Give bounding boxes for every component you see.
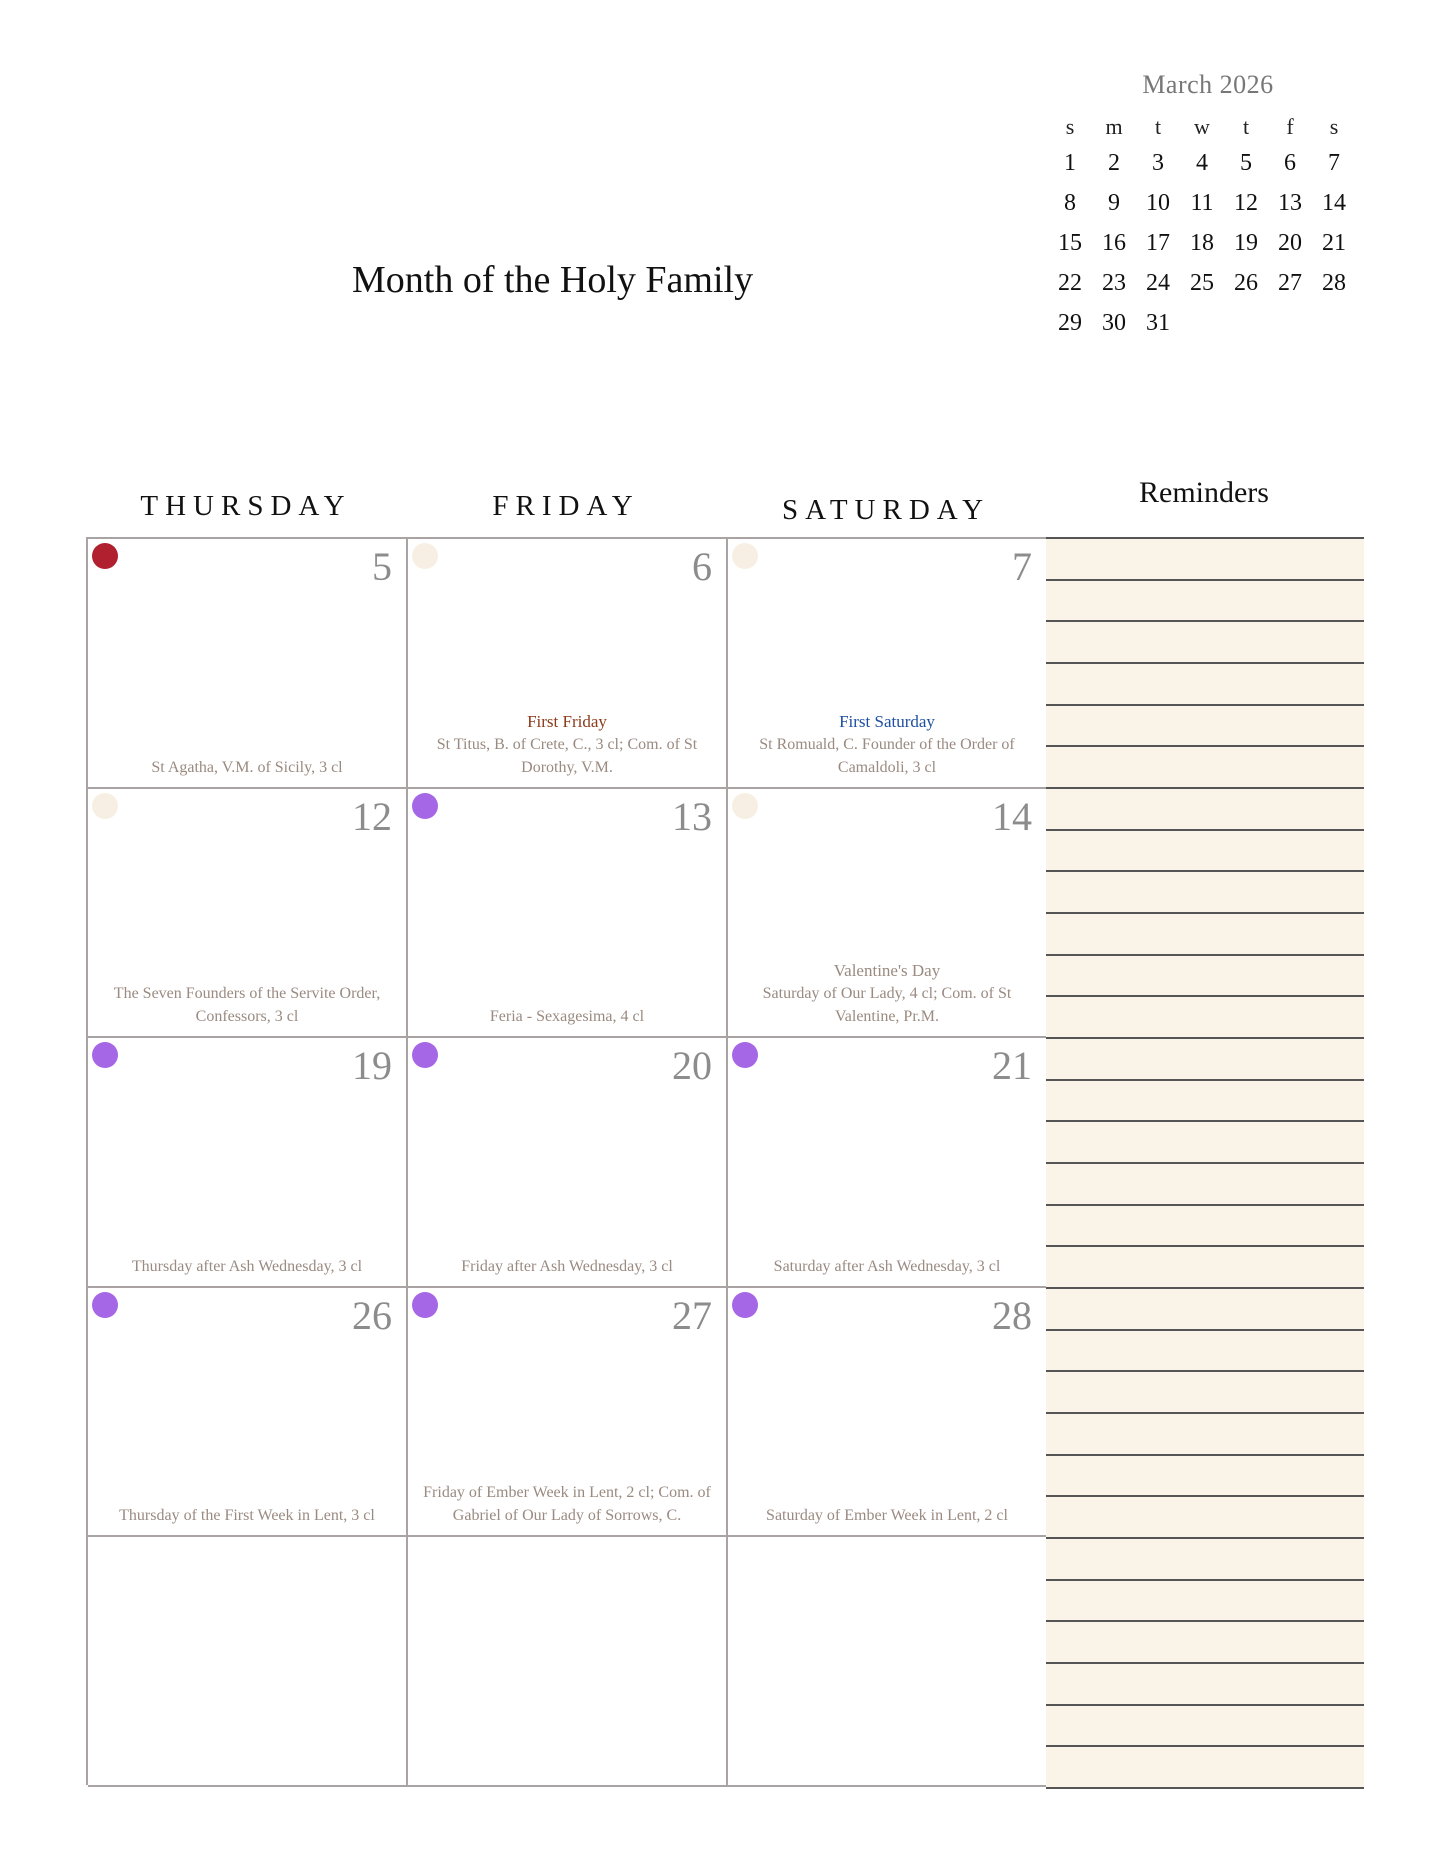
calendar-day-cell[interactable]: [408, 1288, 728, 1538]
day-feast-text: Saturday after Ash Wednesday, 3 cl: [773, 1257, 1001, 1275]
day-notes: [92, 1255, 402, 1278]
mini-calendar-day: 7: [1328, 150, 1340, 176]
day-notes: [92, 982, 402, 1028]
day-number: 19: [352, 1043, 392, 1089]
mini-calendar-day: 15: [1058, 230, 1082, 256]
reminder-line: [1046, 1787, 1364, 1789]
reminder-line: [1046, 1120, 1364, 1122]
mini-calendar-day: 28: [1322, 270, 1346, 296]
day-number: 20: [672, 1043, 712, 1089]
day-special-label: First Friday: [527, 711, 607, 731]
reminder-line: [1046, 1495, 1364, 1497]
reminder-line: [1046, 1037, 1364, 1039]
calendar-day-cell[interactable]: [408, 789, 728, 1039]
calendar-day-cell[interactable]: [408, 539, 728, 789]
day-notes: [412, 710, 722, 779]
mini-calendar-day: 4: [1196, 150, 1208, 176]
mini-calendar-day: 2: [1108, 150, 1120, 176]
weekday-header-saturday: SATURDAY: [781, 494, 991, 526]
mini-calendar-day: 31: [1146, 310, 1170, 336]
day-special-label: Valentine's Day: [833, 961, 941, 981]
day-notes: [92, 1504, 402, 1527]
mini-calendar-day: [1268, 310, 1312, 340]
day-number: 26: [352, 1292, 392, 1338]
reminders-title: Reminders: [1139, 476, 1269, 509]
mini-calendar-day: 6: [1284, 150, 1296, 176]
reminder-line: [1046, 1537, 1364, 1539]
day-number: 13: [672, 793, 712, 839]
calendar-day-cell[interactable]: [88, 1288, 408, 1538]
reminder-line: [1046, 787, 1364, 789]
reminder-line: [1046, 1745, 1364, 1747]
liturgical-color-dot: [412, 1292, 438, 1318]
reminder-line: [1046, 1245, 1364, 1247]
reminder-line: [1046, 912, 1364, 914]
day-feast-text: St Romuald, C. Founder of the Order of Camaldoli, 3 cl: [759, 735, 1015, 776]
reminder-line: [1046, 1620, 1364, 1622]
reminder-line: [1046, 662, 1364, 664]
reminder-line: [1046, 829, 1364, 831]
mini-calendar-day: 3: [1152, 150, 1164, 176]
calendar-day-cell[interactable]: [88, 539, 408, 789]
reminder-line: [1046, 1370, 1364, 1372]
day-feast-text: St Agatha, V.M. of Sicily, 3 cl: [151, 758, 343, 776]
mini-calendar-weekday: w: [1194, 114, 1210, 139]
day-feast-text: Friday of Ember Week in Lent, 2 cl; Com. of Gabriel of Our Lady of Sorrows, C.: [423, 1484, 711, 1525]
liturgical-color-dot: [412, 793, 438, 819]
day-number: 14: [992, 793, 1032, 839]
calendar-day-cell[interactable]: [408, 1537, 728, 1787]
day-feast-text: St Titus, B. of Crete, C., 3 cl; Com. of St Dorothy, V.M.: [436, 735, 698, 776]
mini-calendar-day: 25: [1190, 270, 1214, 296]
mini-calendar-weekday: m: [1105, 114, 1123, 139]
mini-calendar-day: 22: [1058, 270, 1082, 296]
calendar-day-cell[interactable]: [88, 1038, 408, 1288]
reminders-panel[interactable]: [1046, 537, 1364, 1789]
calendar-day-cell[interactable]: [728, 1537, 1048, 1787]
mini-calendar-day: 24: [1146, 270, 1170, 296]
reminder-line: [1046, 1329, 1364, 1331]
day-feast-text: Feria - Sexagesima, 4 cl: [489, 1008, 645, 1026]
mini-calendar-day: 17: [1146, 230, 1170, 256]
day-number: 28: [992, 1292, 1032, 1338]
mini-calendar-weekday: f: [1286, 114, 1294, 139]
month-title: Month of the Holy Family: [352, 259, 754, 301]
calendar-day-cell[interactable]: [88, 789, 408, 1039]
mini-calendar: [1048, 70, 1368, 340]
reminder-line: [1046, 1454, 1364, 1456]
reminder-line: [1046, 1162, 1364, 1164]
mini-calendar-day: [1312, 310, 1356, 340]
day-number: 5: [372, 544, 392, 589]
reminder-line: [1046, 579, 1364, 581]
weekday-header-friday: FRIDAY: [492, 490, 640, 522]
liturgical-color-dot: [732, 543, 758, 569]
reminder-line: [1046, 870, 1364, 872]
reminder-line: [1046, 995, 1364, 997]
mini-calendar-day: 16: [1102, 230, 1126, 256]
reminder-line: [1046, 1287, 1364, 1289]
liturgical-color-dot: [412, 1042, 438, 1068]
calendar-day-cell[interactable]: [728, 1038, 1048, 1288]
day-notes: [412, 1481, 722, 1527]
mini-calendar-title: March 2026: [1142, 70, 1274, 99]
mini-calendar-grid: [1048, 114, 1368, 340]
liturgical-color-dot: [732, 1292, 758, 1318]
mini-calendar-day: 20: [1278, 230, 1302, 256]
weekday-header-thursday: THURSDAY: [140, 490, 352, 522]
calendar-day-cell[interactable]: [728, 789, 1048, 1039]
calendar-day-cell[interactable]: [88, 1537, 408, 1787]
liturgical-color-dot: [732, 793, 758, 819]
mini-calendar-day: 10: [1146, 190, 1170, 216]
liturgical-color-dot: [92, 1042, 118, 1068]
mini-calendar-day: 29: [1058, 310, 1082, 336]
mini-calendar-weekday: t: [1154, 114, 1162, 139]
day-notes: [412, 1005, 722, 1028]
day-notes: [92, 756, 402, 779]
calendar-day-cell[interactable]: [728, 1288, 1048, 1538]
mini-calendar-day: 9: [1108, 190, 1120, 216]
mini-calendar-day: 8: [1064, 190, 1076, 216]
reminder-line: [1046, 1079, 1364, 1081]
mini-calendar-weekday: t: [1242, 114, 1250, 139]
mini-calendar-day: 13: [1278, 190, 1302, 216]
day-number: 6: [692, 544, 712, 589]
reminder-line: [1046, 704, 1364, 706]
day-feast-text: Saturday of Our Lady, 4 cl; Com. of St Valentine, Pr.M.: [762, 985, 1012, 1026]
mini-calendar-day: 19: [1234, 230, 1258, 256]
liturgical-color-dot: [92, 793, 118, 819]
mini-calendar-day: 14: [1322, 190, 1346, 216]
day-number: 21: [992, 1043, 1032, 1089]
reminder-line: [1046, 620, 1364, 622]
day-feast-text: Friday after Ash Wednesday, 3 cl: [461, 1257, 673, 1275]
day-number: 27: [672, 1292, 712, 1338]
mini-calendar-day: [1180, 310, 1224, 340]
day-notes: [732, 1255, 1042, 1278]
reminder-line: [1046, 1704, 1364, 1706]
liturgical-color-dot: [92, 1292, 118, 1318]
day-number: 7: [1012, 544, 1032, 589]
mini-calendar-day: 12: [1234, 190, 1258, 216]
mini-calendar-day: 23: [1102, 270, 1126, 296]
reminder-line: [1046, 1412, 1364, 1414]
mini-calendar-day: 11: [1190, 190, 1214, 216]
day-notes: [732, 710, 1042, 779]
mini-calendar-day: 5: [1240, 150, 1252, 176]
calendar-grid: [86, 537, 1046, 1785]
day-notes: [732, 959, 1042, 1028]
day-number: 12: [352, 793, 392, 839]
mini-calendar-day: 26: [1234, 270, 1258, 296]
mini-calendar-day: 18: [1190, 230, 1214, 256]
liturgical-color-dot: [412, 543, 438, 569]
mini-calendar-day: [1224, 310, 1268, 340]
liturgical-color-dot: [92, 543, 118, 569]
day-notes: [412, 1255, 722, 1278]
day-feast-text: The Seven Founders of the Servite Order, Confessors, 3 cl: [113, 985, 381, 1026]
reminder-line: [1046, 1662, 1364, 1664]
reminder-line: [1046, 1204, 1364, 1206]
mini-calendar-weekday: s: [1329, 114, 1339, 139]
liturgical-color-dot: [732, 1042, 758, 1068]
calendar-day-cell[interactable]: [408, 1038, 728, 1288]
reminder-line: [1046, 745, 1364, 747]
reminder-line: [1046, 537, 1364, 539]
day-feast-text: Thursday after Ash Wednesday, 3 cl: [131, 1257, 363, 1275]
mini-calendar-day: 1: [1064, 150, 1076, 176]
day-feast-text: Thursday of the First Week in Lent, 3 cl: [119, 1507, 375, 1525]
mini-calendar-weekday: s: [1065, 114, 1075, 139]
calendar-day-cell[interactable]: [728, 539, 1048, 789]
reminder-line: [1046, 954, 1364, 956]
mini-calendar-day: 27: [1278, 270, 1302, 296]
reminder-line: [1046, 1579, 1364, 1581]
mini-calendar-day: 21: [1322, 230, 1346, 256]
day-feast-text: Saturday of Ember Week in Lent, 2 cl: [766, 1507, 1008, 1525]
mini-calendar-day: 30: [1102, 310, 1126, 336]
day-special-label: First Saturday: [839, 711, 935, 731]
day-notes: [732, 1504, 1042, 1527]
